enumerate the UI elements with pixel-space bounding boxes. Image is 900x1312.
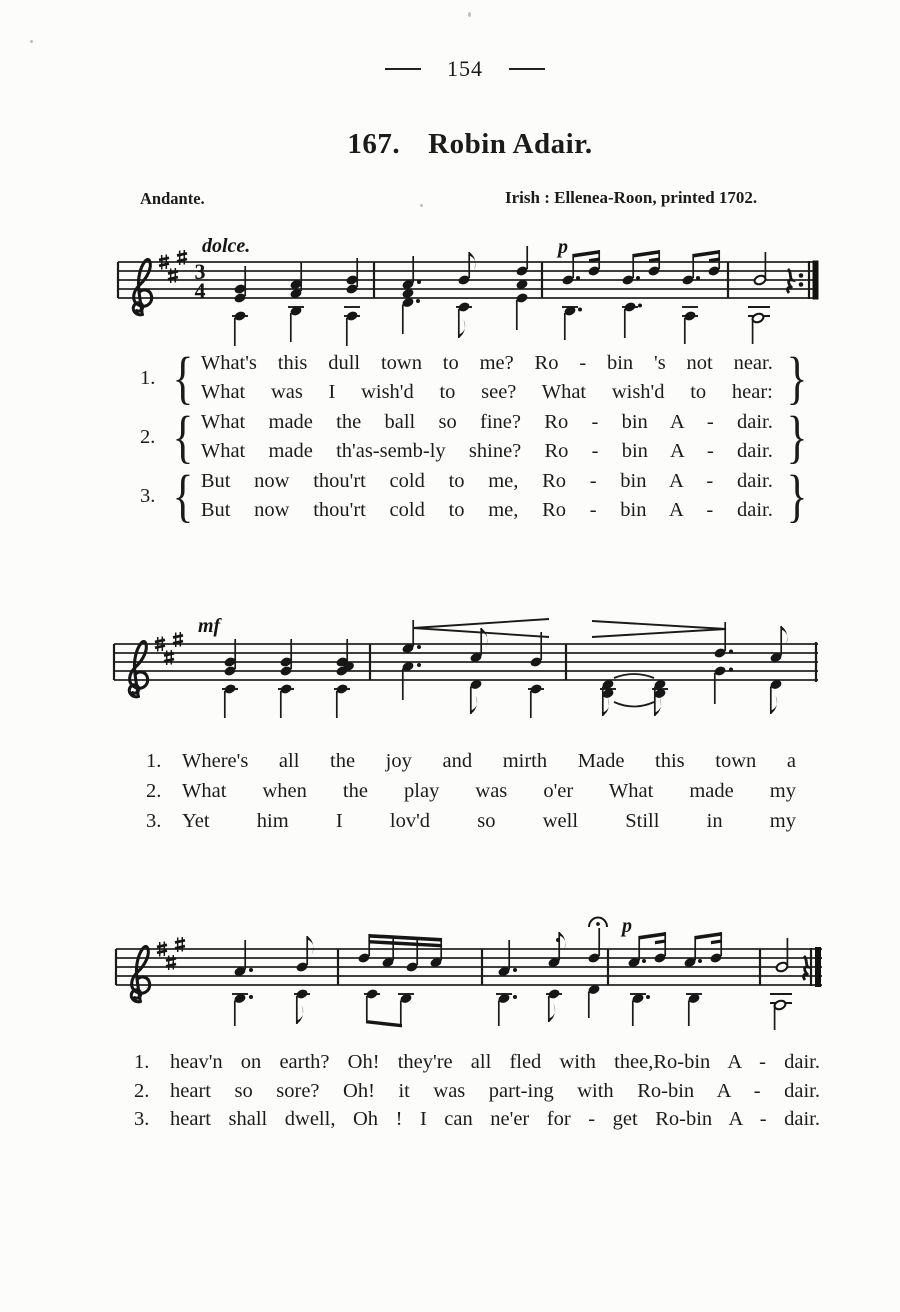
page-dash-right xyxy=(509,68,545,70)
time-signature-top: 3 xyxy=(194,259,206,284)
brace-open: { xyxy=(172,345,194,410)
brace-close: } xyxy=(786,463,808,528)
verse-block-3 xyxy=(134,1048,820,1134)
brace-close: } xyxy=(786,345,808,410)
scan-speck xyxy=(30,40,33,43)
piano-marking-2: p xyxy=(622,915,632,937)
verse-row xyxy=(146,776,796,806)
verse-number: 3. xyxy=(134,1108,150,1130)
attribution: Irish : Ellenea-Roon, printed 1702. xyxy=(505,188,758,207)
verse-line: But now thou'rt cold to me, Ro - bin A - dair. xyxy=(200,499,773,521)
scan-speck xyxy=(420,204,423,207)
verse-block-2 xyxy=(146,746,796,836)
brace-close: } xyxy=(786,404,808,469)
verse-line: But now thou'rt cold to me, Ro - bin A - dair. xyxy=(200,470,773,492)
song-title xyxy=(0,128,900,161)
scan-speck xyxy=(468,12,471,17)
tempo-marking: Andante. xyxy=(140,189,205,208)
verse-line: Yet him I lov'd so well Still in my xyxy=(182,810,796,832)
verse-line: What was I wish'd to see? What wish'd to hear: xyxy=(200,381,773,403)
brace-open: { xyxy=(172,404,194,469)
verse-row xyxy=(134,1077,820,1106)
fermata-icon xyxy=(589,918,607,928)
verse-pair-3 xyxy=(140,463,811,528)
verse-pair-1 xyxy=(140,345,811,410)
verse-number: 2. xyxy=(140,425,156,448)
verse-pair-2 xyxy=(140,404,811,469)
verse-line: What made the ball so fine? Ro - bin A - dair. xyxy=(200,411,773,433)
verse-number: 3. xyxy=(146,810,162,832)
music-staff-2 xyxy=(108,612,824,740)
verse-line: heav'n on earth? Oh! they're all fled with thee,Ro-bin A - dair. xyxy=(170,1051,820,1073)
verse-row xyxy=(134,1048,820,1077)
verse-row xyxy=(134,1105,820,1134)
tie-curve xyxy=(614,674,654,678)
decrescendo-hairpin xyxy=(592,621,726,637)
page-number-row xyxy=(0,56,900,82)
song-name: Robin Adair. xyxy=(428,128,593,160)
brace-open: { xyxy=(172,463,194,528)
verse-number: 1. xyxy=(146,750,162,772)
piano-marking: p xyxy=(558,236,568,258)
mezzoforte-marking: mf xyxy=(198,615,221,637)
treble-clef-icon xyxy=(133,260,151,315)
verse-line: Where's all the joy and mirth Made this town a xyxy=(182,750,796,772)
verse-line: heart shall dwell, Oh ! I can ne'er for - get Ro-bin A - dair. xyxy=(170,1108,820,1130)
verse-row xyxy=(146,746,796,776)
dolce-marking: dolce. xyxy=(202,235,251,257)
time-signature-bottom: 4 xyxy=(194,278,206,303)
verse-line: What's this dull town to me? Ro - bin 's not near. xyxy=(200,352,773,374)
verse-number: 3. xyxy=(140,484,156,507)
verse-number: 2. xyxy=(134,1079,150,1102)
verse-line: What made th'as-semb-ly shine? Ro - bin A - dair. xyxy=(200,440,773,462)
verse-line: What when the play was o'er What made my xyxy=(182,780,796,802)
song-number: 167. xyxy=(347,128,401,160)
music-staff-1 xyxy=(112,235,824,356)
page-dash-left xyxy=(385,68,421,70)
verse-line: heart so sore? Oh! it was part-ing with Ro-bin A - dair. xyxy=(170,1079,820,1102)
page-number: 154 xyxy=(447,56,483,81)
verse-number: 1. xyxy=(140,366,156,389)
verse-number: 2. xyxy=(146,780,162,802)
verse-number: 1. xyxy=(134,1051,150,1073)
tie-curve xyxy=(614,702,654,707)
music-staff-3 xyxy=(106,912,828,1044)
verse-row xyxy=(146,806,796,836)
verse-block-1 xyxy=(140,345,811,528)
